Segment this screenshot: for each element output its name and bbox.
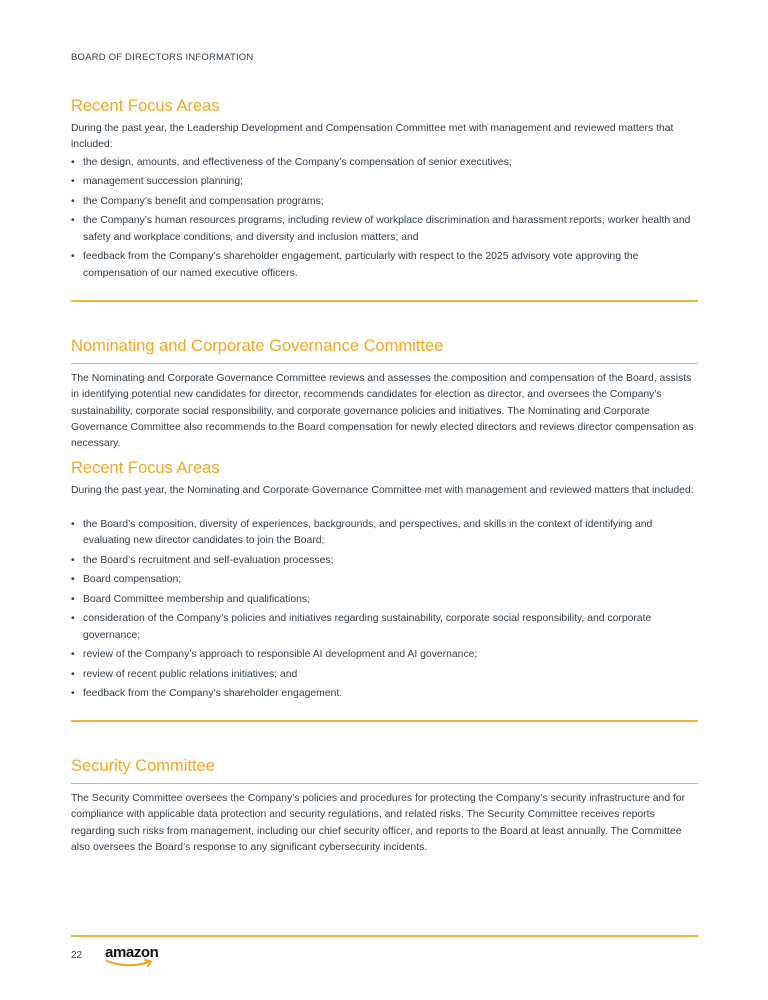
bullet-icon: • bbox=[71, 574, 75, 586]
list-item: • feedback from the Company’s shareholder engagement, particularly with respect to the 2025 advisory vote approving the compensation of our named executive officers. bbox=[71, 251, 639, 279]
heading-underline bbox=[71, 363, 698, 364]
list-item: • the design, amounts, and effectiveness of the Company’s compensation of senior executives; bbox=[71, 155, 698, 171]
list-item: • review of the Company’s approach to responsible AI development and AI governance; bbox=[71, 647, 698, 663]
security-description: The Security Committee oversees the Company’s policies and procedures for protecting the Company’s security infrastructure and for compliance with applicable data protection and security regulations, and related risks. The Security Committee receives reports regarding such risks from management, including our chief security officer, and reports to the Board at least annually. The Committee also oversees the Board’s response to any significant cybersecurity incidents. bbox=[71, 793, 686, 853]
bullet-icon: • bbox=[71, 593, 75, 605]
ncgc-focus-list bbox=[71, 517, 698, 705]
list-item: • the Company’s benefit and compensation programs; bbox=[71, 194, 698, 210]
page-header: BOARD OF DIRECTORS INFORMATION bbox=[71, 52, 254, 63]
bullet-icon: • bbox=[71, 519, 75, 530]
amazon-logo bbox=[105, 944, 161, 970]
list-item: • Board Committee membership and qualifications; bbox=[71, 592, 698, 608]
logo-wordmark: amazon bbox=[105, 944, 159, 961]
smile-arrow-icon bbox=[105, 959, 161, 969]
list-item: • Board compensation; bbox=[71, 572, 698, 588]
heading-underline bbox=[71, 783, 698, 784]
bullet-icon: • bbox=[71, 251, 75, 263]
bullet-icon: • bbox=[71, 554, 75, 566]
list-item: • the Company’s human resources programs, including review of workplace discrimination and harassment reports, worker health and safety and workplace conditions, and diversity and inclusion matters; and bbox=[71, 215, 691, 243]
bullet-icon: • bbox=[71, 668, 75, 680]
list-item: • review of recent public relations initiatives; and bbox=[71, 667, 698, 683]
security-heading: Security Committee bbox=[71, 757, 215, 775]
bullet-icon: • bbox=[71, 215, 75, 227]
list-item: • the Board’s composition, diversity of experiences, backgrounds, and perspectives, and skills in the context of identifying and evaluating new director candidates to join the Board; bbox=[71, 519, 653, 547]
list-item: • feedback from the Company’s shareholder engagement. bbox=[71, 686, 698, 702]
bullet-icon: • bbox=[71, 613, 75, 625]
bullet-icon: • bbox=[71, 176, 75, 188]
bullet-icon: • bbox=[71, 687, 75, 699]
ldcc-focus-list bbox=[71, 155, 698, 285]
ldcc-focus-heading: Recent Focus Areas bbox=[71, 97, 220, 115]
ncgc-description: The Nominating and Corporate Governance Committee reviews and assesses the composition and compensation of the Board, assists in identifying potential new candidates for director, recommends candidates for election as director, and oversees the Company’s sustainability, corporate social responsibility, and corporate governance policies and initiatives. The Nominating and Corporate Governance Committee also recommends to the Board compensation for newly elected directors and reviews director compensation as necessary. bbox=[71, 373, 694, 450]
bullet-icon: • bbox=[71, 157, 75, 168]
footer-divider bbox=[71, 935, 698, 937]
section-divider bbox=[71, 720, 698, 722]
section-divider bbox=[71, 300, 698, 302]
ncgc-focus-heading: Recent Focus Areas bbox=[71, 459, 220, 477]
page-number: 22 bbox=[71, 950, 83, 961]
ncgc-intro: During the past year, the Nominating and Corporate Governance Committee met with management and reviewed matters that included: bbox=[71, 485, 694, 496]
bullet-icon: • bbox=[71, 649, 75, 661]
ldcc-intro: During the past year, the Leadership Development and Compensation Committee met with management and reviewed matters that included: bbox=[71, 123, 674, 151]
list-item: • management succession planning; bbox=[71, 174, 698, 190]
list-item: • the Board’s recruitment and self-evaluation processes; bbox=[71, 553, 698, 569]
list-item: • consideration of the Company’s policies and initiatives regarding sustainability, corporate social responsibility, and corporate governance; bbox=[71, 613, 652, 641]
ncgc-heading: Nominating and Corporate Governance Committee bbox=[71, 337, 444, 355]
bullet-icon: • bbox=[71, 195, 75, 207]
